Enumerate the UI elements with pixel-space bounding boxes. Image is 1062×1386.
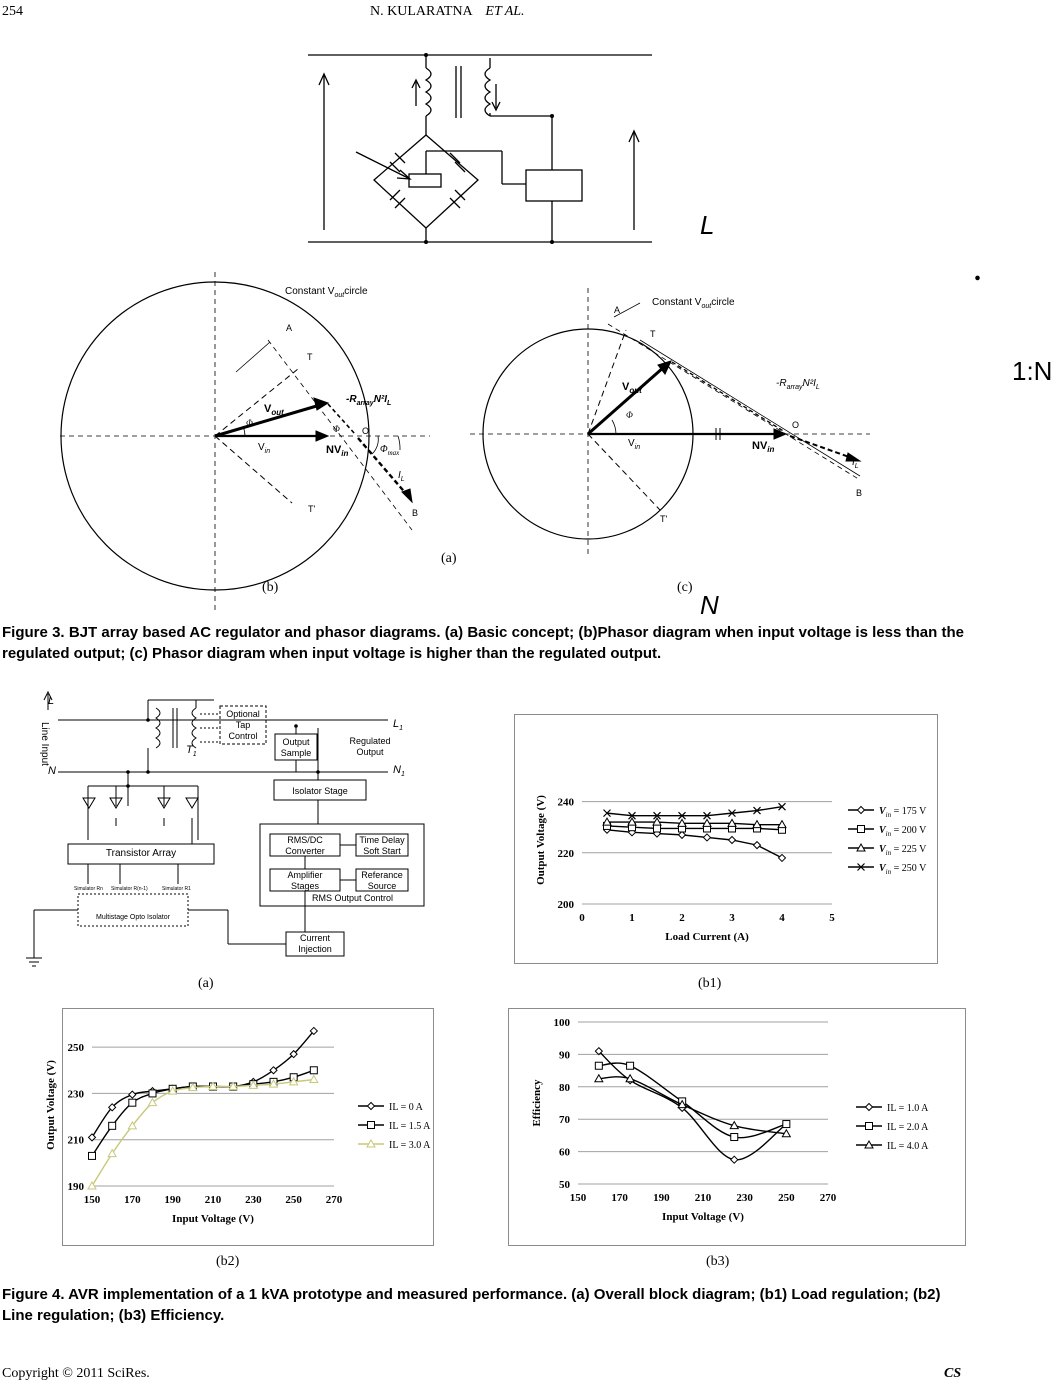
x-axis-label: Input Voltage (V) <box>662 1211 744 1223</box>
block-N1-sub: 1 <box>400 771 405 779</box>
y-tick-label: 230 <box>67 1088 84 1101</box>
pb-rr: N²I <box>373 394 388 405</box>
fig4-sublabel-b3: (b3) <box>706 1254 730 1269</box>
x-tick-label: 150 <box>83 1194 101 1206</box>
phasor-b-il <box>398 470 405 483</box>
legend-marker <box>866 1123 873 1130</box>
fig3-sublabel-b: (b) <box>262 580 279 595</box>
chart-efficiency <box>508 1008 966 1246</box>
pb-pm: Φ <box>380 444 388 455</box>
block-regulated-output <box>340 736 400 758</box>
block-rms-dc <box>270 835 340 857</box>
pc-vout: V <box>622 381 630 393</box>
phasor-c-vin <box>628 438 640 451</box>
pb-pm-sub: max <box>387 449 400 457</box>
block-line-input: Line Input <box>39 722 50 766</box>
x-tick-label: 210 <box>204 1194 222 1206</box>
x-tick-label: 1 <box>629 912 635 924</box>
y-tick-label: 210 <box>67 1134 84 1147</box>
x-tick-label: 0 <box>579 912 585 924</box>
pb-cls: out <box>334 292 345 299</box>
phasor-b-nvin <box>326 444 348 458</box>
phasor-b-circle-label <box>285 286 368 299</box>
chart-frame <box>63 1009 434 1246</box>
ro2: Output <box>356 747 384 757</box>
figure3-caption: Figure 3. BJT array based AC regulator and phasor diagrams. (a) Basic concept; (b)Phasor diagram when input voltage is less than the regulated output; (c) Phasor diagram when input voltage is higher than the regulated output. <box>2 624 964 662</box>
data-point <box>783 1121 790 1128</box>
x-tick-label: 270 <box>325 1194 343 1206</box>
legend-label: IL = 1.0 A <box>887 1103 929 1114</box>
phasor-b-phimax <box>380 444 399 457</box>
x-tick-label: 190 <box>653 1192 670 1204</box>
legend-label: $V_{in} = 175$ V <box>879 806 927 819</box>
fig4-sublabel-a: (a) <box>198 976 214 991</box>
circuit-ratio-label <box>1012 356 1052 387</box>
am2: Stages <box>290 881 320 891</box>
x-tick-label: 230 <box>736 1192 753 1204</box>
phasor-b-T: T <box>307 352 313 362</box>
fig4-sublabel-b2: (b2) <box>216 1254 240 1269</box>
phasor-c-B: B <box>856 488 863 498</box>
y-tick-label: 60 <box>559 1146 570 1159</box>
phasor-b-phi-2: Φ <box>333 424 340 434</box>
x-tick-label: 250 <box>778 1192 795 1204</box>
phasor-c-A: A <box>614 305 621 315</box>
rf2: Source <box>367 881 397 891</box>
fig4-sublabel-b1: (b1) <box>698 976 722 991</box>
rf1: Referance <box>361 870 403 880</box>
td1: Time Delay <box>359 835 405 845</box>
fig3-sublabel-c: (c) <box>677 580 693 595</box>
x-tick-label: 170 <box>124 1194 141 1206</box>
block-T1-sub: 1 <box>192 751 197 759</box>
data-point <box>109 1122 116 1129</box>
phasor-b-phi-1: Φ <box>246 418 253 428</box>
block-output-sample <box>275 737 317 759</box>
running-head-etal: ET AL. <box>485 4 525 19</box>
phasor-c-Tprime: T' <box>660 514 668 524</box>
phasor-c-phi: Φ <box>626 410 633 420</box>
pb-il: I <box>398 470 401 481</box>
pc-vin-sub: in <box>634 444 641 451</box>
data-point <box>129 1099 136 1106</box>
x-axis-label: Load Current (A) <box>665 931 749 943</box>
block-simulator-rn: Simulator Rn <box>74 886 103 892</box>
pb-vout: V <box>264 403 272 415</box>
td2: Soft Start <box>363 846 401 856</box>
opt2: Tap <box>235 720 251 730</box>
figure3a-circuit <box>308 55 652 242</box>
page-number: 254 <box>2 4 23 19</box>
pb-rs2: L <box>387 400 392 407</box>
phasor-c-O: O <box>792 420 800 430</box>
ci2: Injection <box>298 944 332 954</box>
pb-r: -R <box>346 394 357 405</box>
legend-label: IL = 1.5 A <box>389 1121 431 1132</box>
y-tick-label: 50 <box>559 1179 570 1191</box>
phasor-c-il <box>852 457 859 470</box>
circuit-label-L: L <box>700 210 715 240</box>
running-head <box>370 4 525 20</box>
y-tick-label: 80 <box>559 1081 570 1094</box>
legend-label: IL = 2.0 A <box>887 1122 929 1133</box>
pc-nvin-sub: in <box>767 445 775 455</box>
pb-rs: array <box>356 400 374 407</box>
x-tick-label: 230 <box>245 1194 262 1206</box>
footer-copyright: Copyright © 2011 SciRes. <box>2 1366 150 1381</box>
legend-label: $V_{in} = 225$ V <box>879 844 927 857</box>
block-simulator-r1: Simulator R1 <box>162 886 191 892</box>
os1: Output <box>282 737 310 747</box>
pc-nvin: NV <box>752 440 768 452</box>
stray-dot: . <box>974 256 981 287</box>
pc-rs: array <box>786 384 803 391</box>
legend-marker <box>858 826 865 833</box>
block-N1-text: N <box>393 764 401 776</box>
phasor-b-B: B <box>412 508 419 518</box>
x-tick-label: 5 <box>829 912 835 924</box>
chart-load-regulation <box>514 714 938 964</box>
data-point <box>654 825 661 832</box>
footer-journal: CS <box>944 1366 962 1381</box>
block-N1 <box>393 764 405 778</box>
block-L1-sub: 1 <box>399 725 404 733</box>
pc-r: -R <box>776 378 787 389</box>
legend-label: IL = 0 A <box>389 1102 423 1113</box>
circuit-label-N: N <box>700 590 719 620</box>
y-axis-label: Output Voltage (V) <box>45 1060 57 1150</box>
x-tick-label: 170 <box>611 1192 628 1204</box>
y-tick-label: 250 <box>67 1042 84 1055</box>
x-tick-label: 190 <box>164 1194 181 1206</box>
pc-cls: out <box>701 303 712 310</box>
phasor-c-nvin <box>752 440 774 454</box>
phasor-b-O: O <box>362 426 370 436</box>
legend-label: IL = 4.0 A <box>887 1141 929 1152</box>
y-tick-label: 240 <box>557 796 574 809</box>
y-axis-label: Output Voltage (V) <box>535 795 547 885</box>
phasor-c-rarray <box>776 378 820 391</box>
phasor-b-vout <box>264 403 284 417</box>
ratio-text: 1:N <box>1012 356 1053 386</box>
opt3: Control <box>228 731 258 741</box>
y-tick-label: 200 <box>557 899 574 911</box>
ci1: Current <box>299 933 330 943</box>
rd1: RMS/DC <box>287 835 323 845</box>
x-tick-label: 2 <box>679 912 685 924</box>
pc-vin: V <box>628 438 635 449</box>
y-tick-label: 220 <box>557 847 574 860</box>
block-L1-text: L <box>393 718 400 730</box>
block-simulator-rn1: Simulator R(n-1) <box>111 886 148 892</box>
phasor-diagram-c <box>470 288 870 555</box>
legend-label: $V_{in} = 250$ V <box>879 863 927 876</box>
fig3-sublabel-a: (a) <box>441 551 457 566</box>
pb-nvin: NV <box>326 444 342 456</box>
x-tick-label: 3 <box>729 912 735 924</box>
pb-vin: V <box>258 442 265 453</box>
phasor-c-T: T <box>650 329 656 339</box>
legend-label: IL = 3.0 A <box>389 1140 431 1151</box>
block-time-delay <box>356 835 408 857</box>
data-point <box>731 1134 738 1141</box>
x-tick-label: 250 <box>285 1194 302 1206</box>
block-amplifier <box>270 870 340 892</box>
phasor-b-vin <box>258 442 270 455</box>
block-T1-text: T <box>186 744 193 756</box>
block-reference <box>356 870 408 892</box>
y-tick-label: 70 <box>559 1114 570 1127</box>
block-L: L <box>48 695 55 707</box>
pc-rr: N²I <box>802 378 816 389</box>
figure3-drawings <box>0 40 1062 620</box>
block-rms-output-control: RMS Output Control <box>312 893 394 903</box>
data-point <box>89 1152 96 1159</box>
y-tick-label: 190 <box>67 1181 84 1193</box>
figure4-caption: Figure 4. AVR implementation of a 1 kVA prototype and measured performance. (a) Overall block diagram; (b1) Load regulation; (b2) Line regulation; (b3) Efficiency. <box>2 1286 941 1324</box>
pc-vout-sub: out <box>629 386 642 396</box>
pb-nvin-sub: in <box>341 449 349 459</box>
block-L1 <box>393 718 403 732</box>
phasor-c-circle-label <box>652 297 735 310</box>
running-head-authors: N. KULARATNA <box>370 4 472 19</box>
x-tick-label: 210 <box>694 1192 712 1204</box>
pb-cl: Constant V <box>285 286 335 297</box>
x-tick-label: 270 <box>819 1192 837 1204</box>
pc-clx: circle <box>711 297 735 308</box>
legend-label: $V_{in} = 200$ V <box>879 825 927 838</box>
ro1: Regulated <box>349 736 391 746</box>
block-transistor-array: Transistor Array <box>105 848 177 859</box>
pb-vout-sub: out <box>271 408 284 418</box>
block-current-injection <box>286 933 344 955</box>
block-T1 <box>186 744 197 758</box>
pc-il: I <box>852 457 855 468</box>
x-tick-label: 4 <box>779 912 785 924</box>
data-point <box>595 1062 602 1069</box>
x-tick-label: 150 <box>569 1192 587 1204</box>
am1: Amplifier <box>287 870 323 880</box>
rd2: Converter <box>285 846 325 856</box>
phasor-diagram-b <box>60 272 430 610</box>
pb-vin-sub: in <box>264 448 271 455</box>
legend-marker <box>368 1122 375 1129</box>
pb-clx: circle <box>344 286 368 297</box>
block-N: N <box>48 765 56 777</box>
block-optional-tap <box>220 709 266 742</box>
pc-il-sub: L <box>854 463 859 470</box>
data-point <box>310 1067 317 1074</box>
x-axis-label: Input Voltage (V) <box>172 1213 254 1225</box>
block-opto-isolator: Multistage Opto Isolator <box>96 914 170 921</box>
phasor-c-vout <box>622 381 642 395</box>
y-tick-label: 90 <box>559 1049 570 1062</box>
pb-il-sub: L <box>400 476 405 483</box>
block-isolator-stage: Isolator Stage <box>292 786 348 796</box>
chart-line-regulation <box>45 1008 434 1246</box>
opt1: Optional <box>226 709 260 719</box>
phasor-b-Tprime: T' <box>308 504 316 514</box>
pc-rs2: L <box>815 384 820 391</box>
data-point <box>149 1090 156 1097</box>
y-axis-label: Efficiency <box>531 1079 543 1127</box>
y-tick-label: 100 <box>553 1017 570 1029</box>
phasor-b-rarray <box>346 394 391 407</box>
os2: Sample <box>280 748 312 758</box>
data-point <box>627 1062 634 1069</box>
pc-cl: Constant V <box>652 297 702 308</box>
phasor-b-A: A <box>286 323 293 333</box>
